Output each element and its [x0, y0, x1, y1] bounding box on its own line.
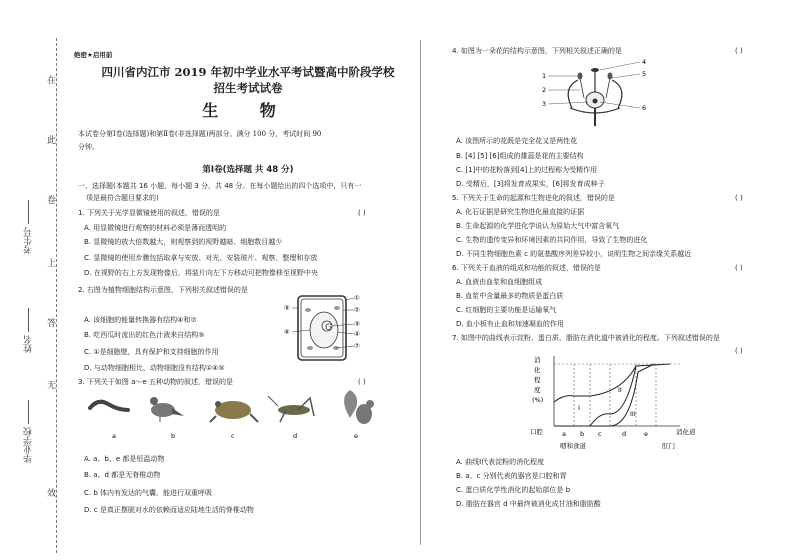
q4-answer-blank[interactable]: ( ) [735, 47, 743, 55]
cell-label-1: ① [354, 294, 360, 302]
q6-option-b: B. 血浆中含量最多的物质是蛋白质 [456, 292, 564, 300]
confidential-mark: 绝密★启用前 [74, 51, 113, 59]
exam-note-line2: 分钟。 [78, 143, 99, 151]
gutter-word: 答 [47, 319, 57, 329]
gutter-dashed-line [56, 38, 57, 553]
q2-option-b: B. 吃西瓜时流出的红色汁液来自结构⑤ [84, 331, 205, 339]
ylabel-char-3: 程 [534, 376, 541, 384]
part1-heading: 第Ⅰ卷(选择题 共 48 分) [202, 165, 294, 175]
flower-label-5: 5 [642, 70, 647, 78]
gutter-word: 效 [47, 489, 57, 499]
ylabel-unit: (%) [532, 396, 544, 404]
school-field[interactable] [22, 400, 35, 463]
cell-label-4: ④ [354, 330, 360, 338]
q3-option-d: D. c 是真正摆脱对水的依赖而适应陆地生活的脊椎动物 [84, 506, 254, 514]
segment-c: c [598, 430, 602, 438]
q3-option-b: B. a、d 都是无脊椎动物 [84, 471, 161, 479]
animal-label-e: e [354, 432, 358, 440]
q2-option-c: C. ①是细胞壁，具有保护和支持细胞的作用 [84, 348, 219, 356]
grasshopper-icon [268, 396, 314, 422]
exam-title-line1: 四川省内江市 2019 年初中学业水平考试暨高中阶段学校 [101, 65, 395, 79]
ylabel-char-2: 化 [534, 366, 541, 374]
cell-label-6: ⑥ [284, 328, 290, 336]
q6-option-a: A. 血液由血浆和血细胞组成 [456, 278, 543, 286]
q4-option-d: D. 受精后，[3]将发育成果实，[6]将发育成种子 [456, 180, 605, 188]
subject-title: 生 物 [202, 101, 294, 120]
gutter-word: 在 [47, 76, 57, 86]
flower-label-3: 3 [542, 100, 547, 108]
q2-stem: 2. 右图为植物细胞结构示意图，下列相关叙述错误的是 [78, 286, 248, 294]
segment-a: a [562, 430, 566, 438]
q4-option-c: C. [1]中的花粉落到[4]上的过程称为受精作用 [456, 166, 598, 174]
q1-option-b: B. 显微镜的放大倍数越大，则观察到的视野越暗、细胞数目越少 [84, 238, 283, 246]
name-field[interactable] [22, 308, 35, 353]
earthworm-icon [90, 402, 128, 410]
curve-label-iii: III [630, 410, 636, 418]
digestion-chart [530, 352, 730, 452]
xaxis-tick-pharynx: 咽和食道 [560, 442, 586, 450]
animal-label-a: a [112, 432, 116, 440]
exam-note [78, 128, 408, 154]
q7-option-d: D. 脂肪在器官 d 中最终被消化成甘油和脂肪酸 [456, 500, 601, 508]
section-intro-line2: 项是最符合题目要求的) [86, 194, 159, 202]
oral-label: 口腔 [530, 428, 543, 436]
pigeon-icon [150, 397, 184, 422]
school-label: 毕业学校 [24, 427, 34, 463]
ylabel-char-4: 度 [534, 386, 541, 394]
q6-option-c: C. 红细胞的主要功能是运输氧气 [456, 306, 557, 314]
gutter-word: 上 [47, 259, 57, 269]
curve-label-ii: II [618, 386, 622, 394]
q3-option-a: A. a、b、e 都是恒温动物 [84, 455, 165, 463]
q1-option-a: A. 用显微镜进行观察的材料必须是薄而透明的 [84, 224, 227, 232]
squirrel-icon [344, 390, 374, 424]
curve-label-i: I [578, 404, 580, 412]
cell-label-5: ⑤ [284, 304, 290, 312]
plant-cell-figure [284, 288, 364, 368]
curve-fat [554, 364, 654, 426]
animal-label-d: d [293, 432, 298, 440]
q6-stem: 6. 下列关于血液的组成和功能的叙述，错误的是 [452, 264, 601, 272]
animal-label-b: b [171, 432, 176, 440]
q1-option-d: D. 在视野的右上方发现物像后，将装片向左下方移动可把物像移至视野中央 [84, 269, 318, 277]
q7-option-b: B. a、c 分别代表的器官是口腔和胃 [456, 472, 567, 480]
student-id-field[interactable] [22, 200, 35, 254]
q1-answer-blank[interactable]: ( ) [358, 209, 366, 217]
xaxis-label: 消化道 [676, 428, 696, 436]
q2-option-a: A. 该细胞的能量转换器有结构④和⑦ [84, 316, 197, 324]
animals-figure [88, 388, 388, 440]
exam-note-line1: 本试卷分第Ⅰ卷(选择题)和第Ⅱ卷(非选择题)两部分。满分 100 分，考试时间 90 [78, 130, 322, 138]
gutter-word: 此 [47, 136, 57, 146]
column-divider [420, 40, 421, 545]
q6-option-d: D. 血小板有止血和加速凝血的作用 [456, 320, 564, 328]
section-intro-line1: 一、选择题(本题共 16 小题，每小题 3 分，共 48 分。在每小题给出的四个选项中，只有一 [78, 182, 362, 190]
flower-label-1: 1 [542, 72, 547, 80]
q3-stem: 3. 下列关于如图 a～e 五种动物的叙述，错误的是 [78, 378, 233, 386]
curve-starch [554, 364, 670, 402]
segment-e: e [644, 430, 648, 438]
q7-stem: 7. 如图中的曲线表示淀粉、蛋白质、脂肪在消化道中被消化的程度。下列叙述错误的是 [452, 334, 720, 342]
q5-option-d: D. 不同生物细胞色素 c 的氨基酸序列差异较小，说明生物之间亲缘关系越近 [456, 250, 692, 258]
q7-answer-blank[interactable]: ( ) [735, 347, 743, 355]
anus-label: 肛门 [662, 442, 675, 450]
q4-stem: 4. 如图为一朵花的结构示意图，下列相关叙述正确的是 [452, 47, 622, 55]
flower-label-4: 4 [642, 58, 647, 66]
gutter-word: 卷 [47, 196, 57, 206]
svg-text:G: G [325, 323, 332, 333]
flower-label-6: 6 [642, 104, 647, 112]
q5-option-b: B. 生命起源的化学进化学说认为原始大气中富含氧气 [456, 222, 620, 230]
ylabel-char-1: 消 [534, 356, 541, 364]
cell-label-7: ⑦ [354, 342, 360, 350]
gutter-word: 无 [47, 381, 57, 391]
q3-option-c: C. b 体内有发达的气囊，能进行双重呼吸 [84, 489, 213, 497]
exam-title-line2: 招生考试试卷 [213, 81, 283, 95]
flower-label-2: 2 [542, 86, 547, 94]
q3-answer-blank[interactable]: ( ) [358, 378, 366, 386]
q4-option-a: A. 该图所示的花既是完全花又是两性花 [456, 137, 578, 145]
q7-option-c: C. 蛋白质化学性消化的起始部位是 b [456, 486, 571, 494]
q5-answer-blank[interactable]: ( ) [735, 194, 743, 202]
cell-label-3: ③ [354, 320, 360, 328]
q5-option-c: C. 生物的遗传变异和环境因素的共同作用，导致了生物的进化 [456, 236, 648, 244]
student-id-label: 考生号 [24, 227, 34, 254]
binding-gutter [0, 0, 70, 560]
flower-figure [540, 58, 650, 128]
q5-stem: 5. 下列关于生命的起源和生物进化的叙述，错误的是 [452, 194, 615, 202]
q1-stem: 1. 下列关于光学显微镜使用的叙述，错误的是 [78, 209, 220, 217]
q7-option-a: A. 曲线Ⅰ代表淀粉的消化程度 [456, 458, 545, 466]
segment-d: d [622, 430, 627, 438]
q2-option-d: D. 与动物细胞相比，动物细胞没有结构①④⑤ [84, 364, 225, 372]
animal-label-c: c [231, 432, 235, 440]
q5-option-a: A. 化石证据是研究生物进化最直接的证据 [456, 208, 585, 216]
q6-answer-blank[interactable]: ( ) [735, 264, 743, 272]
frog-icon [210, 401, 258, 422]
name-label: 姓名 [24, 335, 34, 353]
cell-label-2: ② [354, 306, 360, 314]
q1-option-c: C. 显微镜的使用步骤包括取拿与安放、对光、安装玻片、观察、整理和存放 [84, 254, 318, 262]
segment-b: b [580, 430, 585, 438]
q4-option-b: B. [4] [5] [6]组成的雄蕊是花的主要结构 [456, 152, 584, 160]
